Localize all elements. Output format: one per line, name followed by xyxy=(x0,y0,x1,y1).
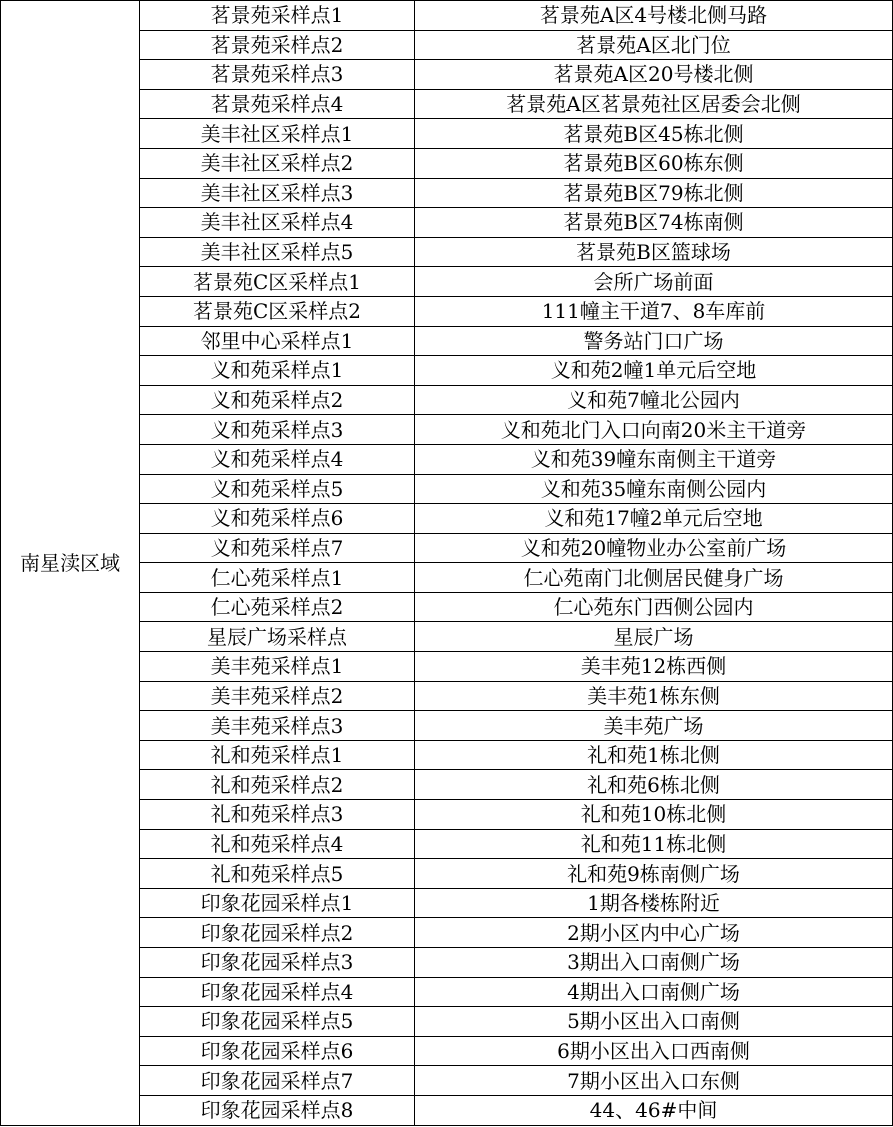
location-cell: 4期出入口南侧广场 xyxy=(415,977,893,1007)
location-cell: 义和苑北门入口向南20米主干道旁 xyxy=(415,415,893,445)
location-cell: 茗景苑A区20号楼北侧 xyxy=(415,60,893,90)
sampling-point-cell: 礼和苑采样点3 xyxy=(140,800,415,830)
sampling-point-cell: 印象花园采样点8 xyxy=(140,1095,415,1125)
sampling-point-cell: 茗景苑采样点1 xyxy=(140,1,415,31)
sampling-point-cell: 印象花园采样点4 xyxy=(140,977,415,1007)
sampling-point-cell: 茗景苑C区采样点1 xyxy=(140,267,415,297)
sampling-point-cell: 美丰苑采样点3 xyxy=(140,711,415,741)
location-cell: 礼和苑11栋北侧 xyxy=(415,829,893,859)
sampling-point-cell: 义和苑采样点2 xyxy=(140,385,415,415)
location-cell: 茗景苑A区4号楼北侧马路 xyxy=(415,1,893,31)
location-cell: 5期小区出入口南侧 xyxy=(415,1007,893,1037)
location-cell: 111幢主干道7、8车库前 xyxy=(415,296,893,326)
sampling-point-cell: 义和苑采样点7 xyxy=(140,533,415,563)
sampling-point-cell: 礼和苑采样点5 xyxy=(140,859,415,889)
sampling-point-cell: 茗景苑采样点3 xyxy=(140,60,415,90)
location-cell: 7期小区出入口东侧 xyxy=(415,1066,893,1096)
location-cell: 茗景苑B区60栋东侧 xyxy=(415,148,893,178)
location-cell: 美丰苑1栋东侧 xyxy=(415,681,893,711)
sampling-point-cell: 义和苑采样点3 xyxy=(140,415,415,445)
table-body xyxy=(1,1,893,1126)
sampling-point-cell: 仁心苑采样点2 xyxy=(140,592,415,622)
sampling-point-cell: 义和苑采样点5 xyxy=(140,474,415,504)
location-cell: 2期小区内中心广场 xyxy=(415,918,893,948)
location-cell: 6期小区出入口西南侧 xyxy=(415,1036,893,1066)
sampling-point-cell: 美丰社区采样点3 xyxy=(140,178,415,208)
location-cell: 礼和苑1栋北侧 xyxy=(415,740,893,770)
sampling-point-cell: 美丰苑采样点2 xyxy=(140,681,415,711)
sampling-point-cell: 美丰社区采样点5 xyxy=(140,237,415,267)
sampling-point-cell: 礼和苑采样点4 xyxy=(140,829,415,859)
location-cell: 仁心苑南门北侧居民健身广场 xyxy=(415,563,893,593)
location-cell: 茗景苑B区79栋北侧 xyxy=(415,178,893,208)
sampling-point-cell: 礼和苑采样点1 xyxy=(140,740,415,770)
sampling-point-cell: 印象花园采样点3 xyxy=(140,948,415,978)
location-cell: 茗景苑B区74栋南侧 xyxy=(415,208,893,238)
sampling-point-cell: 茗景苑采样点4 xyxy=(140,89,415,119)
location-cell: 礼和苑10栋北侧 xyxy=(415,800,893,830)
sampling-point-cell: 印象花园采样点6 xyxy=(140,1036,415,1066)
sampling-point-cell: 义和苑采样点1 xyxy=(140,356,415,386)
sampling-point-cell: 美丰社区采样点1 xyxy=(140,119,415,149)
location-cell: 44、46#中间 xyxy=(415,1095,893,1125)
location-cell: 礼和苑6栋北侧 xyxy=(415,770,893,800)
location-cell: 1期各楼栋附近 xyxy=(415,888,893,918)
sampling-point-cell: 美丰社区采样点2 xyxy=(140,148,415,178)
sampling-point-cell: 印象花园采样点7 xyxy=(140,1066,415,1096)
sampling-point-cell: 印象花园采样点1 xyxy=(140,888,415,918)
location-cell: 茗景苑B区篮球场 xyxy=(415,237,893,267)
region-cell: 南星渎区域 xyxy=(1,1,140,1126)
location-cell: 义和苑2幢1单元后空地 xyxy=(415,356,893,386)
location-cell: 仁心苑东门西侧公园内 xyxy=(415,592,893,622)
location-cell: 义和苑17幢2单元后空地 xyxy=(415,504,893,534)
sampling-point-cell: 印象花园采样点5 xyxy=(140,1007,415,1037)
location-cell: 茗景苑A区北门位 xyxy=(415,30,893,60)
location-cell: 美丰苑12栋西侧 xyxy=(415,652,893,682)
location-cell: 义和苑20幢物业办公室前广场 xyxy=(415,533,893,563)
sampling-point-cell: 美丰社区采样点4 xyxy=(140,208,415,238)
location-cell: 义和苑35幢东南侧公园内 xyxy=(415,474,893,504)
sampling-point-cell: 邻里中心采样点1 xyxy=(140,326,415,356)
sampling-point-cell: 仁心苑采样点1 xyxy=(140,563,415,593)
location-cell: 3期出入口南侧广场 xyxy=(415,948,893,978)
table-row xyxy=(1,1,893,31)
location-cell: 警务站门口广场 xyxy=(415,326,893,356)
location-cell: 星辰广场 xyxy=(415,622,893,652)
location-cell: 会所广场前面 xyxy=(415,267,893,297)
sampling-point-cell: 星辰广场采样点 xyxy=(140,622,415,652)
sampling-point-cell: 印象花园采样点2 xyxy=(140,918,415,948)
location-cell: 茗景苑B区45栋北侧 xyxy=(415,119,893,149)
location-cell: 茗景苑A区茗景苑社区居委会北侧 xyxy=(415,89,893,119)
sampling-point-cell: 美丰苑采样点1 xyxy=(140,652,415,682)
sampling-point-cell: 义和苑采样点6 xyxy=(140,504,415,534)
location-cell: 义和苑39幢东南侧主干道旁 xyxy=(415,444,893,474)
sampling-point-cell: 茗景苑采样点2 xyxy=(140,30,415,60)
location-cell: 美丰苑广场 xyxy=(415,711,893,741)
sampling-point-cell: 茗景苑C区采样点2 xyxy=(140,296,415,326)
sampling-point-cell: 义和苑采样点4 xyxy=(140,444,415,474)
location-cell: 义和苑7幢北公园内 xyxy=(415,385,893,415)
sampling-point-cell: 礼和苑采样点2 xyxy=(140,770,415,800)
location-cell: 礼和苑9栋南侧广场 xyxy=(415,859,893,889)
